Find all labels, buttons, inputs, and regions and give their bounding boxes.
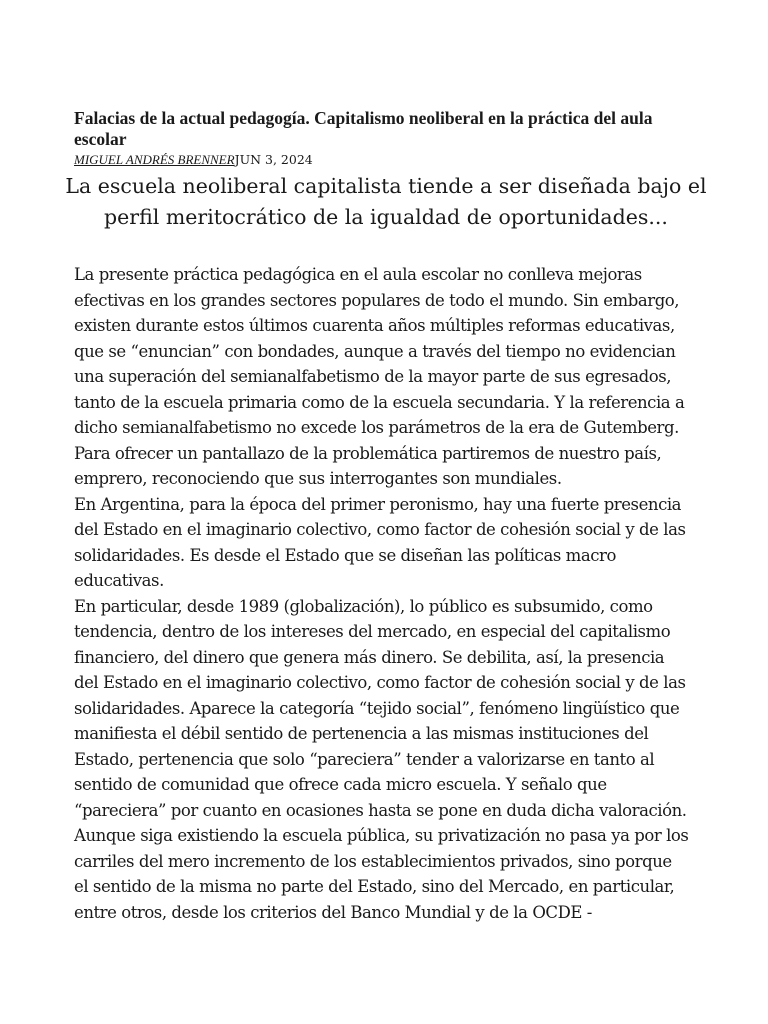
body-line: tendencia, dentro de los intereses del mercado, en especial del capitalismo [74, 622, 671, 641]
body-line: Aunque siga existiendo la escuela pública, su privatización no pasa ya por los [74, 826, 689, 845]
body-line: efectivas en los grandes sectores populares de todo el mundo. Sin embargo, [74, 290, 680, 310]
body-line: Estado, pertenencia que solo “pareciera” tender a valorizarse en tanto al [74, 749, 655, 769]
body-line: Para ofrecer un pantallazo de la problemática partiremos de nuestro país, [74, 443, 662, 463]
body-line: entre otros, desde los criterios del Banco Mundial y de la OCDE - [74, 902, 592, 922]
article-body [74, 262, 698, 925]
body-line: tanto de la escuela primaria como de la escuela secundaria. Y la referencia a [74, 392, 685, 412]
body-line: emprero, reconociendo que sus interrogantes son mundiales. [74, 469, 562, 488]
body-line: “pareciera” por cuanto en ocasiones hasta se pone en duda dicha valoración. [74, 800, 687, 820]
article-lead [62, 171, 710, 233]
body-line: financiero, del dinero que genera más dinero. Se debilita, así, la presencia [74, 647, 665, 667]
publish-date: JUN 3, 2024 [234, 152, 313, 167]
body-line: sentido de comunidad que ofrece cada micro escuela. Y señalo que [74, 775, 607, 794]
lead-line: La escuela neoliberal capitalista tiende a ser diseñada bajo el [65, 174, 707, 198]
body-line: del Estado en el imaginario colectivo, como factor de cohesión social y de las [74, 520, 686, 539]
body-line: el sentido de la misma no parte del Estado, sino del Mercado, en particular, [74, 877, 675, 896]
body-line: solidaridades. Es desde el Estado que se diseñan las políticas macro [74, 545, 616, 565]
document-page [65, 108, 707, 925]
article-byline [74, 152, 698, 168]
author-link[interactable]: MIGUEL ANDRÉS BRENNER [74, 152, 235, 167]
article-title: Falacias de la actual pedagogía. Capitalismo neoliberal en la práctica del aula escolar [74, 108, 653, 149]
body-line: que se “enuncian” con bondades, aunque a través del tiempo no evidencian [74, 341, 676, 361]
body-line: solidaridades. Aparece la categoría “tejido social”, fenómeno lingüístico que [74, 698, 680, 718]
lead-line: perfil meritocrático de la igualdad de oportunidades... [104, 205, 668, 229]
body-line: dicho semianalfabetismo no excede los parámetros de la era de Gutemberg. [74, 418, 679, 437]
body-line: manifiesta el débil sentido de pertenencia a las mismas instituciones del [74, 724, 649, 743]
body-line: La presente práctica pedagógica en el aula escolar no conlleva mejoras [74, 265, 642, 284]
body-line: una superación del semianalfabetismo de la mayor parte de sus egresados, [74, 367, 672, 386]
body-line: En particular, desde 1989 (globalización), lo público es subsumido, como [74, 596, 653, 616]
body-line: existen durante estos últimos cuarenta años múltiples reformas educativas, [74, 316, 675, 335]
body-line: carriles del mero incremento de los establecimientos privados, sino porque [74, 851, 672, 871]
body-line: educativas. [74, 571, 164, 590]
body-line: En Argentina, para la época del primer peronismo, hay una fuerte presencia [74, 494, 682, 514]
body-line: del Estado en el imaginario colectivo, como factor de cohesión social y de las [74, 673, 686, 692]
